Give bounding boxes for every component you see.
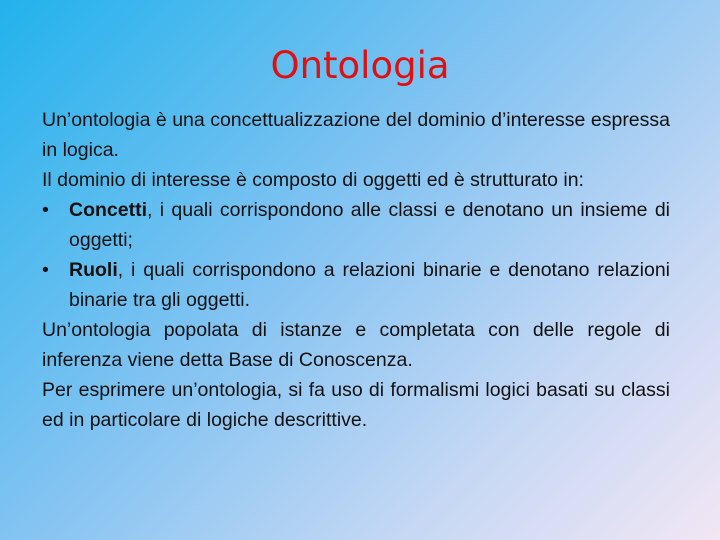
slide-title: Ontologia (270, 44, 450, 87)
bullet-marker: • (42, 259, 49, 281)
bullet-term-ruoli: Ruoli (69, 259, 118, 281)
definition-paragraph: Un’ontologia è una concettualizzazione del dominio d’interesse espressa in logica. (42, 109, 670, 161)
structure-intro-paragraph: Il dominio di interesse è composto di oggetti ed è strutturato in: (42, 169, 584, 191)
formalism-paragraph: Per esprimere un’ontologia, si fa uso di formalismi logici basati su classi ed in particolare di logiche descrittive. (42, 379, 670, 431)
bullet-term-concetti: Concetti (69, 199, 147, 221)
bullet-text-ruoli: , i quali corrispondono a relazioni binarie e denotano relazioni binarie tra gli oggetti. (69, 259, 670, 311)
bullet-marker: • (42, 199, 49, 221)
bullet-text-concetti: , i quali corrispondono alle classi e denotano un insieme di oggetti; (69, 199, 670, 251)
bullet-item-concetti (42, 195, 670, 255)
knowledge-base-paragraph: Un’ontologia popolata di istanze e completata con delle regole di inferenza viene detta Base di Conoscenza. (42, 319, 670, 371)
slide-body (42, 105, 670, 435)
bullet-item-ruoli (42, 255, 670, 315)
